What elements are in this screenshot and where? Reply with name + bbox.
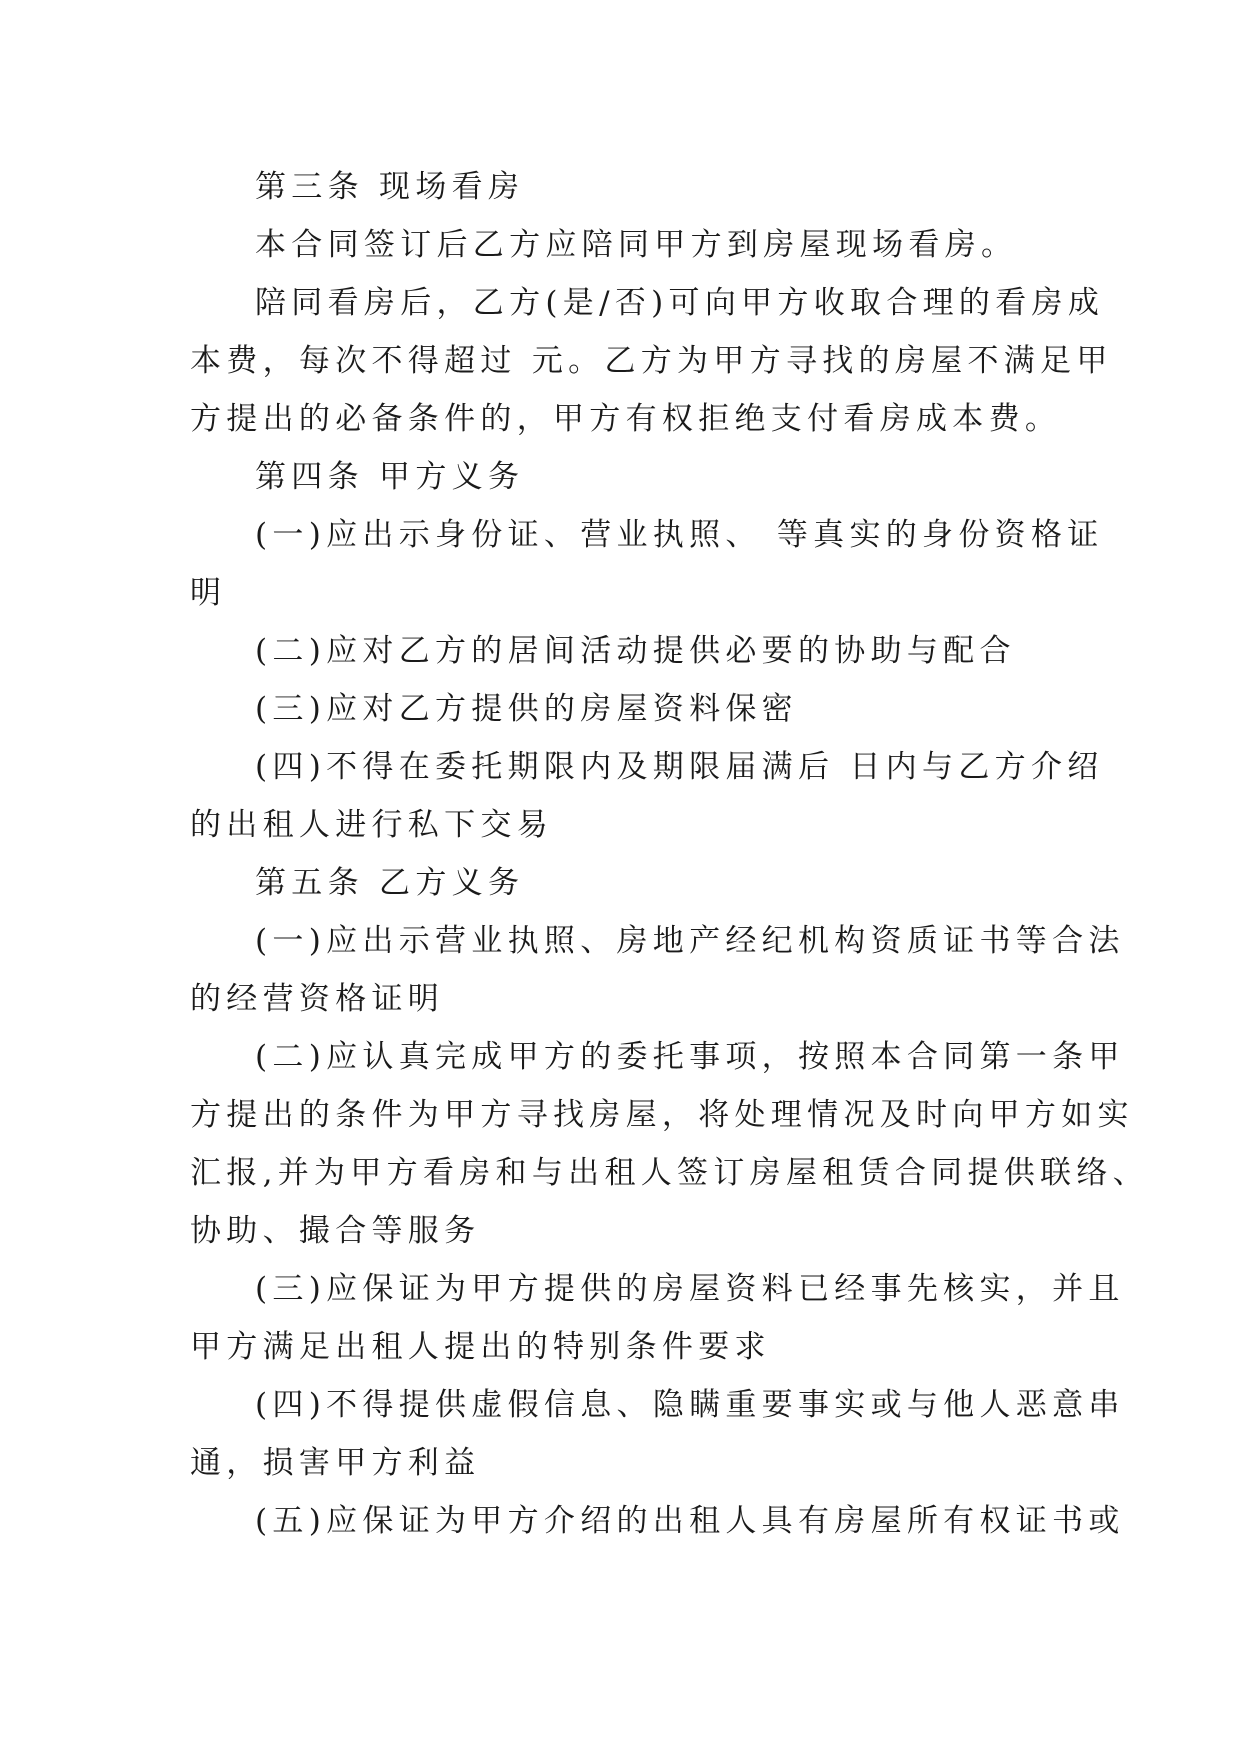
paragraph-line: 陪同看房后，乙方(是/否)可向甲方收取合理的看房成 <box>255 285 1105 321</box>
paragraph-line: (三)应保证为甲方提供的房屋资料已经事先核实，并且 <box>255 1271 1125 1307</box>
paragraph-line: (五)应保证为甲方介绍的出租人具有房屋所有权证书或 <box>255 1503 1125 1539</box>
paragraph-line: 方提出的必备条件的，甲方有权拒绝支付看房成本费。 <box>190 401 1062 437</box>
paragraph-line: (二)应认真完成甲方的委托事项，按照本合同第一条甲 <box>255 1039 1125 1075</box>
paragraph-line: 本费，每次不得超过 元。乙方为甲方寻找的房屋不满足甲 <box>190 343 1113 379</box>
paragraph-line: 本合同签订后乙方应陪同甲方到房屋现场看房。 <box>255 227 1018 263</box>
paragraph-line: 明 <box>190 575 227 611</box>
heading-article-4: 第四条 甲方义务 <box>255 459 525 495</box>
paragraph-line: (四)不得在委托期限内及期限届满后 日内与乙方介绍 <box>255 749 1104 785</box>
paragraph-line: 的出租人进行私下交易 <box>190 807 553 843</box>
paragraph-line: 协助、撮合等服务 <box>190 1213 481 1249</box>
paragraph-line: 方提出的条件为甲方寻找房屋，将处理情况及时向甲方如实 <box>190 1097 1134 1133</box>
paragraph-line: (四)不得提供虚假信息、隐瞒重要事实或与他人恶意串 <box>255 1387 1125 1423</box>
paragraph-line: 汇报,并为甲方看房和与出租人签订房屋租赁合同提供联络、 <box>190 1155 1149 1191</box>
paragraph-line: (二)应对乙方的居间活动提供必要的协助与配合 <box>255 633 1016 669</box>
paragraph-line: 通，损害甲方利益 <box>190 1445 481 1481</box>
paragraph-line: 的经营资格证明 <box>190 981 445 1017</box>
document-body <box>190 158 1149 1550</box>
paragraph-line: 甲方满足出租人提出的特别条件要求 <box>190 1329 771 1365</box>
paragraph-line: (三)应对乙方提供的房屋资料保密 <box>255 691 798 727</box>
heading-article-3: 第三条 现场看房 <box>255 169 525 205</box>
heading-article-5: 第五条 乙方义务 <box>255 865 525 901</box>
paragraph-line: (一)应出示营业执照、房地产经纪机构资质证书等合法 <box>255 923 1125 959</box>
paragraph-line: (一)应出示身份证、营业执照、 等真实的身份资格证 <box>255 517 1104 553</box>
